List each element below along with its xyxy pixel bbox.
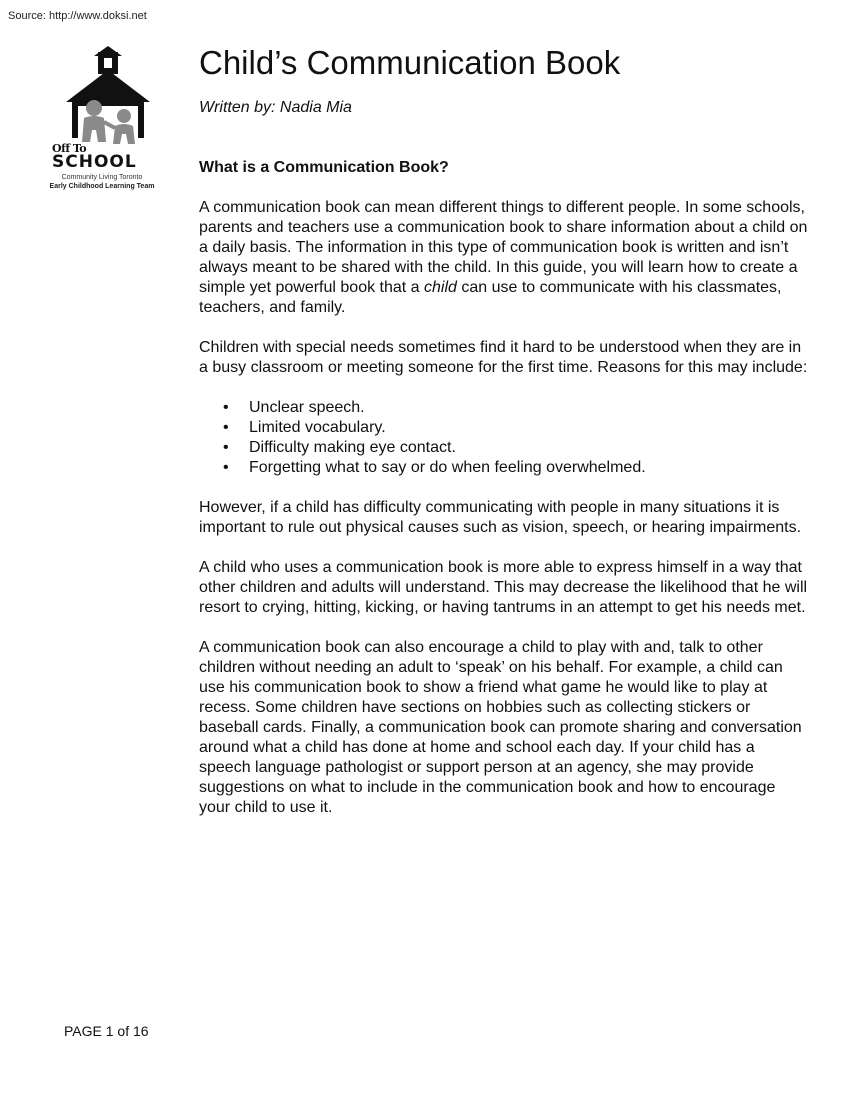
off-to-school-logo xyxy=(48,46,158,196)
list-item-text: Difficulty making eye contact. xyxy=(249,439,456,456)
logo-organization: Community Living Toronto xyxy=(61,174,143,181)
paragraph-1 xyxy=(199,198,809,318)
paragraph-4: A child who uses a communication book is more able to express himself in a way that other children and adults will understand. This may decrease the likelihood that he will resort to crying, hitting, kicking, or having tantrums in an attempt to get his needs met. xyxy=(199,559,808,616)
bullet-icon: • xyxy=(223,419,229,436)
paragraph-1-text-a: A communication book can mean different things to different people. In some schools, parents and teachers use a communication book to share information about a child on a daily basis. The information in this type of communication book is written and isn’t always meant to be shared with the child. In this guide, you will learn how to create a simple yet powerful book that a xyxy=(199,199,808,296)
paragraph-1-emphasis: child xyxy=(424,279,457,296)
list-item xyxy=(199,418,809,438)
list-item xyxy=(199,458,809,478)
document-body xyxy=(199,44,809,818)
page-title: Child’s Communication Book xyxy=(199,44,621,81)
logo-team: Early Childhood Learning Team xyxy=(49,183,155,190)
bullet-icon: • xyxy=(223,459,229,476)
reasons-list xyxy=(199,398,809,478)
list-item-text: Limited vocabulary. xyxy=(249,419,386,436)
logo-off-to-text: Off To xyxy=(52,142,87,155)
list-item-text: Unclear speech. xyxy=(249,399,365,416)
bullet-icon: • xyxy=(223,399,229,416)
page-number: PAGE 1 of 16 xyxy=(64,1023,149,1039)
author-line: Written by: Nadia Mia xyxy=(199,99,352,116)
paragraph-2: Children with special needs sometimes find it hard to be understood when they are in a busy classroom or meeting someone for the first time. Reasons for this may include: xyxy=(199,339,808,376)
bullet-icon: • xyxy=(223,439,229,456)
schoolhouse-children-icon xyxy=(48,46,158,146)
paragraph-3: However, if a child has difficulty communicating with people in many situations it is important to rule out physical causes such as vision, speech, or hearing impairments. xyxy=(199,499,802,536)
source-url: Source: http://www.doksi.net xyxy=(8,10,147,22)
section-heading: What is a Communication Book? xyxy=(199,159,449,176)
logo-school-text: SCHOOL xyxy=(52,152,137,172)
paragraph-1-text-b: can use to communicate with his classmates, teachers, and family. xyxy=(199,279,782,316)
list-item xyxy=(199,438,809,458)
paragraph-5: A communication book can also encourage a child to play with and, talk to other children without needing an adult to ‘speak’ on his behalf. For example, a child can use his communication book to show a friend what game he would like to play at recess. Some children have sections on hobbies such as collecting stickers or baseball cards. Finally, a communication book can promote sharing and conversation around what a child has done at home and school each day. If your child has a speech language pathologist or support person at an agency, she may provide suggestions on what to include in the communication book and how to encourage your child to use it. xyxy=(199,639,802,816)
list-item xyxy=(199,398,809,418)
list-item-text: Forgetting what to say or do when feeling overwhelmed. xyxy=(249,459,646,476)
